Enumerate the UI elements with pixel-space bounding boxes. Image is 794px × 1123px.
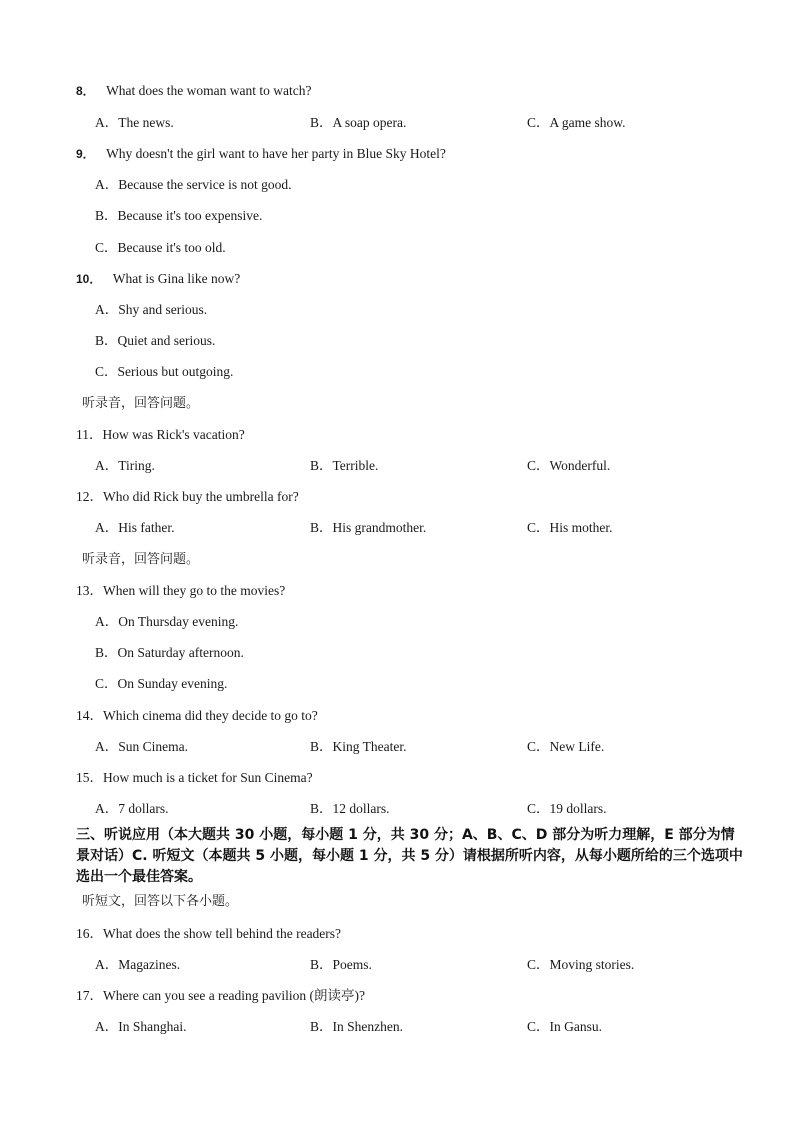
option-c[interactable]: C．Moving stories. bbox=[527, 957, 635, 972]
option-a[interactable]: A．His father. bbox=[95, 520, 175, 535]
question-11: 11．How was Rick's vacation? bbox=[76, 427, 245, 442]
question-number: 10． bbox=[76, 272, 102, 286]
option-a[interactable]: A．Tiring. bbox=[95, 458, 155, 473]
option-c[interactable]: C．Wonderful. bbox=[527, 458, 611, 473]
option-b[interactable]: B．King Theater. bbox=[310, 739, 407, 754]
question-10 bbox=[76, 270, 240, 288]
instruction-note: 听录音，回答问题。 bbox=[82, 396, 200, 411]
option-a[interactable]: A．7 dollars. bbox=[95, 801, 169, 816]
option-b[interactable]: B．A soap opera. bbox=[310, 115, 407, 130]
question-17: 17．Where can you see a reading pavilion (朗读亭)? bbox=[76, 988, 366, 1003]
question-15: 15．How much is a ticket for Sun Cinema? bbox=[76, 770, 313, 785]
question-number: 9． bbox=[76, 147, 95, 161]
option-c[interactable]: C．Because it's too old. bbox=[95, 240, 226, 255]
option-c[interactable]: C．His mother. bbox=[527, 520, 613, 535]
question-text: Why doesn't the girl want to have her party in Blue Sky Hotel? bbox=[106, 146, 446, 161]
question-text: What is Gina like now? bbox=[112, 271, 241, 286]
option-b[interactable]: B．Terrible. bbox=[310, 458, 379, 473]
instruction-note: 听录音，回答问题。 bbox=[82, 552, 200, 567]
section-heading: 三、听说应用（本大题共 30 小题，每小题 1 分，共 30 分；A、B、C、D 部分为听力理解，E 部分为情景对话）C. 听短文（本题共 5 小题，每小题 1 分，共 5 分）请根据所听内容，从每小题所给的三个选项中选出一个最佳答案。 bbox=[76, 827, 743, 885]
option-a[interactable]: A．Magazines. bbox=[95, 957, 181, 972]
option-b[interactable]: B．Quiet and serious. bbox=[95, 333, 216, 348]
option-b[interactable]: B．His grandmother. bbox=[310, 520, 427, 535]
question-16: 16．What does the show tell behind the readers? bbox=[76, 926, 342, 941]
option-c[interactable]: C．In Gansu. bbox=[527, 1019, 602, 1034]
option-b[interactable]: B．Because it's too expensive. bbox=[95, 208, 263, 223]
option-a[interactable]: A．In Shanghai. bbox=[95, 1019, 187, 1034]
option-c[interactable]: C．Serious but outgoing. bbox=[95, 364, 234, 379]
option-a[interactable]: A．On Thursday evening. bbox=[95, 614, 239, 629]
question-number: 8． bbox=[76, 84, 95, 98]
option-b[interactable]: B．12 dollars. bbox=[310, 801, 390, 816]
option-c[interactable]: C．19 dollars. bbox=[527, 801, 607, 816]
option-a[interactable]: A．Because the service is not good. bbox=[95, 177, 292, 192]
question-text: What does the woman want to watch? bbox=[106, 83, 312, 98]
option-b[interactable]: B．In Shenzhen. bbox=[310, 1019, 403, 1034]
option-c[interactable]: C．On Sunday evening. bbox=[95, 676, 228, 691]
option-a[interactable]: A．Sun Cinema. bbox=[95, 739, 188, 754]
option-a[interactable]: A．Shy and serious. bbox=[95, 302, 208, 317]
option-a[interactable]: A．The news. bbox=[95, 115, 174, 130]
question-13: 13．When will they go to the movies? bbox=[76, 583, 286, 598]
instruction-note: 听短文，回答以下各小题。 bbox=[82, 894, 239, 909]
option-b[interactable]: B．On Saturday afternoon. bbox=[95, 645, 244, 660]
question-9 bbox=[76, 145, 446, 163]
question-8 bbox=[76, 82, 312, 100]
option-b[interactable]: B．Poems. bbox=[310, 957, 372, 972]
question-12: 12．Who did Rick buy the umbrella for? bbox=[76, 489, 299, 504]
option-c[interactable]: C．New Life. bbox=[527, 739, 605, 754]
question-14: 14．Which cinema did they decide to go to? bbox=[76, 708, 318, 723]
option-c[interactable]: C．A game show. bbox=[527, 115, 626, 130]
